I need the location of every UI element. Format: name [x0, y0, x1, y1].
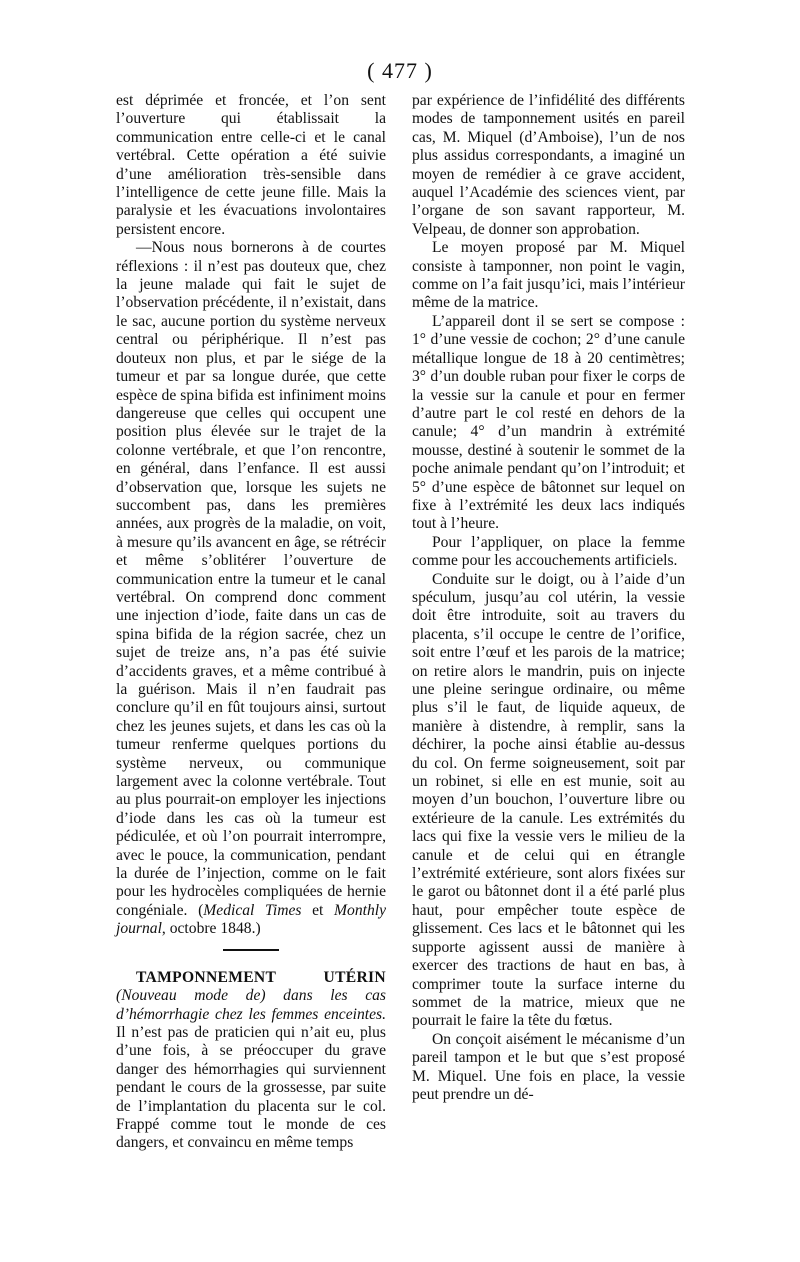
paragraph: On conçoit aisément le mécanisme d’un pareil tampon et le but que s’est proposé M. Miquel. Une fois en place, la vessie peut prendre un dé- — [412, 1030, 685, 1103]
article-heading-paragraph — [116, 969, 386, 1153]
paragraph: Conduite sur le doigt, ou à l’aide d’un spéculum, jusqu’au col utérin, la vessie doit être introduite, soit au travers du placenta, s’il occupe le centre de l’orifice, soit entre l’œuf et les parois de la matrice; on retire alors le mandrin, puis on injecte une pleine seringue ordinaire, ou même plus s’il le faut, de liquide aqueux, de manière à distendre, à remplir, sans la déchirer, la poche ainsi établie au-dessus du col. On ferme soigneusement, soit par un robinet, si elle en est munie, soit au moyen d’un bouchon, l’ouverture libre ou extérieure de la canule. Les extrémités du lacs qui fixe la vessie vers le milieu de la canule et de celui qui en étrangle l’extrémité extérieure, sont alors fixées sur le garot ou bâtonnet dont il a été parlé plus haut, pour empêcher toute espèce de glissement. Ces lacs et le bâtonnet qui les supporte agissent aussi de manière à exercer des tractions de haut en bas, à comprimer toute la surface interne du sommet de la matrice, mieux que ne pourrait le faire la tête du fœtus. — [412, 570, 685, 1030]
citation-source: Monthly journal — [116, 901, 386, 938]
page-number: ( 477 ) — [367, 58, 433, 83]
paragraph: par expérience de l’infidélité des différents modes de tamponnement usités en pareil cas, M. Miquel (d’Amboise), l’un de nos plus assidus correspondants, a imaginé un moyen de remédier à ce grave accident, auquel l’Académie des sciences vient, par l’organe de son savant rapporteur, M. Velpeau, de donner son approbation. — [412, 92, 685, 238]
paragraph: Pour l’appliquer, on place la femme comme pour les accouchements artificiels. — [412, 533, 685, 570]
left-column — [116, 92, 386, 1153]
citation-tail: , octobre 1848.) — [161, 920, 261, 938]
right-column — [412, 92, 685, 1104]
article-title: TAMPONNEMENT UTÉRIN — [136, 968, 386, 986]
citation-source: Medical Times — [203, 901, 302, 919]
paragraph: L’appareil dont il se sert se compose : 1° d’une vessie de cochon; 2° d’une canule métallique longue de 18 à 20 centimètres; 3° d’un double ruban pour fixer le corps de la vessie sur la canule et pour en fermer d’autre part le col resté en dehors de la canule; 4° d’un mandrin à extrémité mousse, destiné à soutenir le sommet de la poche animale pendant qu’on l’introduit; et 5° d’une espèce de bâtonnet sur lequel on fixe à l’extrémité les deux lacs indiqués tout à l’heure. — [412, 312, 685, 533]
citation-and: et — [301, 901, 335, 919]
paragraph: Le moyen proposé par M. Miquel consiste à tamponner, non point le vagin, comme on l’a fait jusqu’ici, mais l’intérieur même de la matrice. — [412, 239, 685, 312]
commentary-paragraph — [116, 239, 386, 938]
article-intro: Il n’est pas de praticien qui n’ait eu, plus d’une fois, à se préoccuper du grave danger des hémorrhagies qui surviennent pendant le cours de la grossesse, par suite de l’implantation du placenta sur le col. Frappé comme tout le monde de ces dangers, et convaincu en même temps — [116, 1023, 386, 1152]
section-divider — [223, 949, 279, 951]
citation-open: ( — [187, 901, 204, 919]
article-subtitle: (Nouveau mode de) dans les cas d’hémorrhagie chez les femmes enceintes. — [116, 987, 386, 1023]
commentary-text: —Nous nous bornerons à de courtes réflexions : il n’est pas douteux que, chez la jeune malade qui fait le sujet de l’observation précédente, il n’existait, dans le sac, aucune portion du système nerveux central ou périphérique. Il n’est pas douteux non plus, et par le siége de la tumeur et par sa longue durée, que cette espèce de spina bifida est infiniment moins dangereuse que celles qui occupent une position plus élevée sur le trajet de la colonne vertébrale, et que l’on rencontre, en général, dans l’enfance. Il est aussi d’observation que, lorsque les sujets ne succombent pas, dans les premières années, aux progrès de la maladie, on voit, à mesure qu’ils avancent en âge, se rétrécir et même s’oblitérer l’ouverture de communication entre la tumeur et le canal vertébral. On comprend donc comment une injection d’iode, faite dans un cas de spina bifida de la région sacrée, chez un sujet de treize ans, n’a pas été suivie d’accidents graves, et a même contribué à la guérison. Mais il n’en faudrait pas conclure qu’il en fût toujours ainsi, surtout chez les jeunes sujets, et dans les cas où la tumeur renferme quelques portions du système nerveux, ou communique largement avec la colonne vertébrale. Tout au plus pourrait-on employer les injections d’iode dans les cas où la tumeur est pédiculée, et où l’on pourrait interrompre, avec le pouce, la communication, pendant la durée de l’injection, comme on le fait pour les hydrocèles compliquées de hernie congéniale. — [116, 239, 386, 919]
paragraph: est déprimée et froncée, et l’on sent l’ouverture qui établissait la communication entre celle-ci et le canal vertébral. Cette opération a été suivie d’une amélioration très-sensible dans l’intelligence de cette jeune fille. Mais la paralysie et les évacuations involontaires persistent encore. — [116, 92, 386, 238]
